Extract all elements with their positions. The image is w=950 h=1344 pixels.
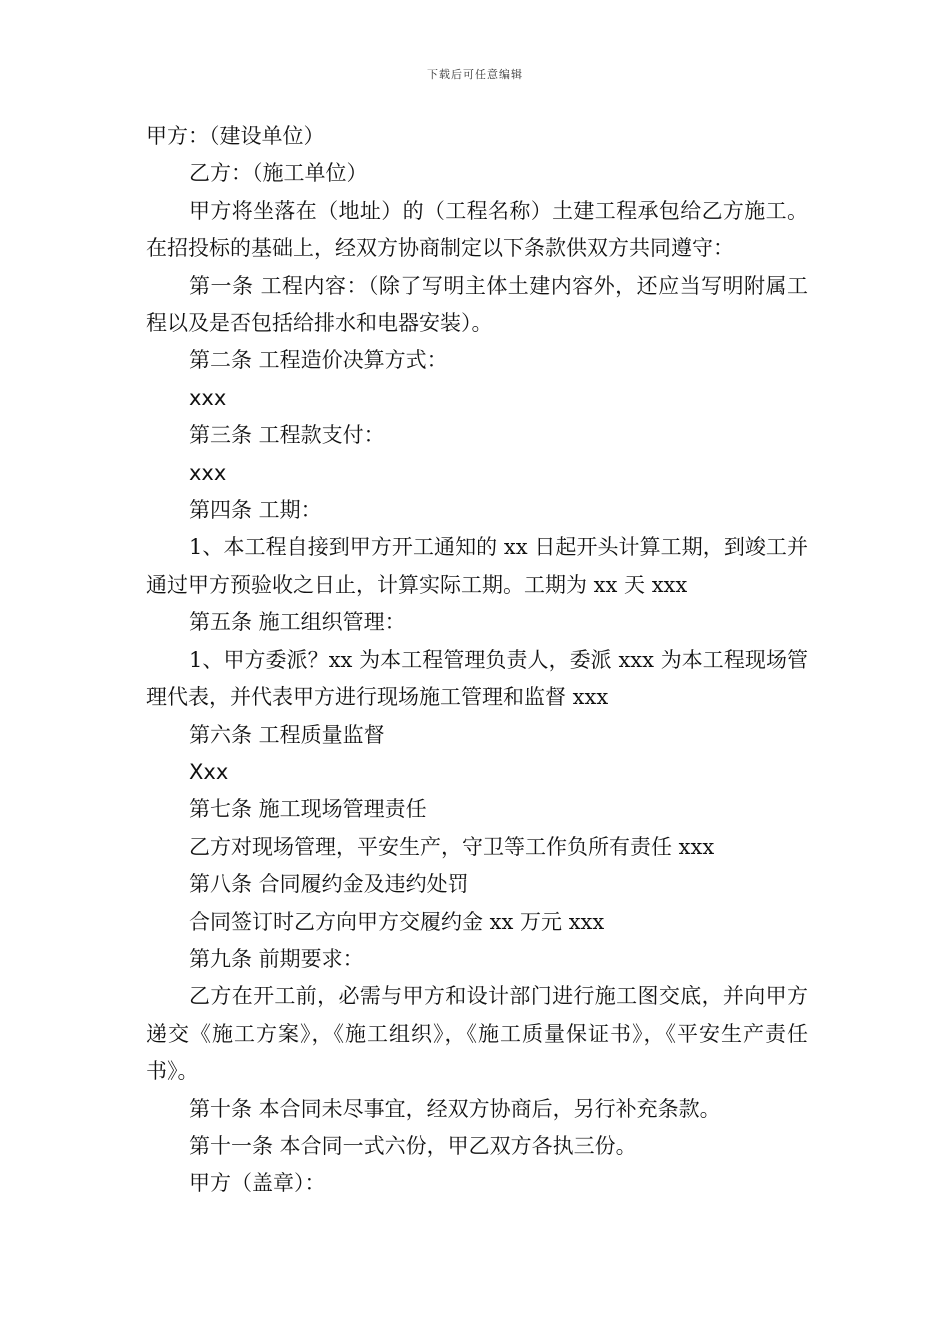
article-6-body: Xxx	[189, 759, 229, 784]
article-1: 第一条 工程内容：（除了写明主体土建内容外，还应当写明附属工程以及是否包括给排水和电器安装）。	[146, 273, 808, 336]
article-4-body: 1、本工程自接到甲方开工通知的 xx 日起开头计算工期，到竣工并通过甲方预验收之日止，计算实际工期。工期为 xx 天 xxx	[146, 535, 808, 597]
article-11: 第十一条 本合同一式六份，甲乙双方各执三份。	[189, 1133, 637, 1158]
article-5-body: 1、甲方委派？xx 为本工程管理负责人，委派 xxx 为本工程现场管理代表，并代表甲方进行现场施工管理和监督 xxx	[146, 647, 808, 710]
party-a-line: 甲方：（建设单位）	[146, 124, 325, 148]
article-2-body: xxx	[189, 385, 227, 410]
article-9-heading: 第九条 前期要求：	[189, 946, 364, 971]
article-6-heading: 第六条 工程质量监督	[189, 722, 385, 747]
party-a-seal-line: 甲方（盖章）：	[189, 1171, 326, 1196]
article-8-heading: 第八条 合同履约金及违约处罚	[189, 872, 469, 897]
header-note: 下载后可任意编辑	[427, 68, 523, 81]
article-9-body: 乙方在开工前，必需与甲方和设计部门进行施工图交底，并向甲方递交《施工方案》，《施工组织》，《施工质量保证书》，《平安生产责任书》。	[146, 984, 808, 1084]
article-7-body: 乙方对现场管理，平安生产，守卫等工作负所有责任 xxx	[189, 834, 715, 859]
article-4-heading: 第四条 工期：	[189, 498, 322, 523]
article-2-heading: 第二条 工程造价决算方式：	[189, 348, 448, 373]
article-7-heading: 第七条 施工现场管理责任	[189, 797, 427, 822]
party-b-line: 乙方：（施工单位）	[189, 161, 368, 186]
article-10: 第十条 本合同未尽事宜，经双方协商后，另行补充条款。	[189, 1096, 721, 1121]
article-5-heading: 第五条 施工组织管理：	[189, 610, 406, 635]
intro-paragraph: 甲方将坐落在（地址）的（工程名称）土建工程承包给乙方施工。在招投标的基础上，经双方协商制定以下条款供双方共同遵守：	[146, 198, 808, 261]
article-3-heading: 第三条 工程款支付：	[189, 423, 385, 448]
document-body	[146, 118, 808, 1203]
article-3-body: xxx	[189, 460, 227, 485]
article-8-body: 合同签订时乙方向甲方交履约金 xx 万元 xxx	[189, 909, 605, 934]
